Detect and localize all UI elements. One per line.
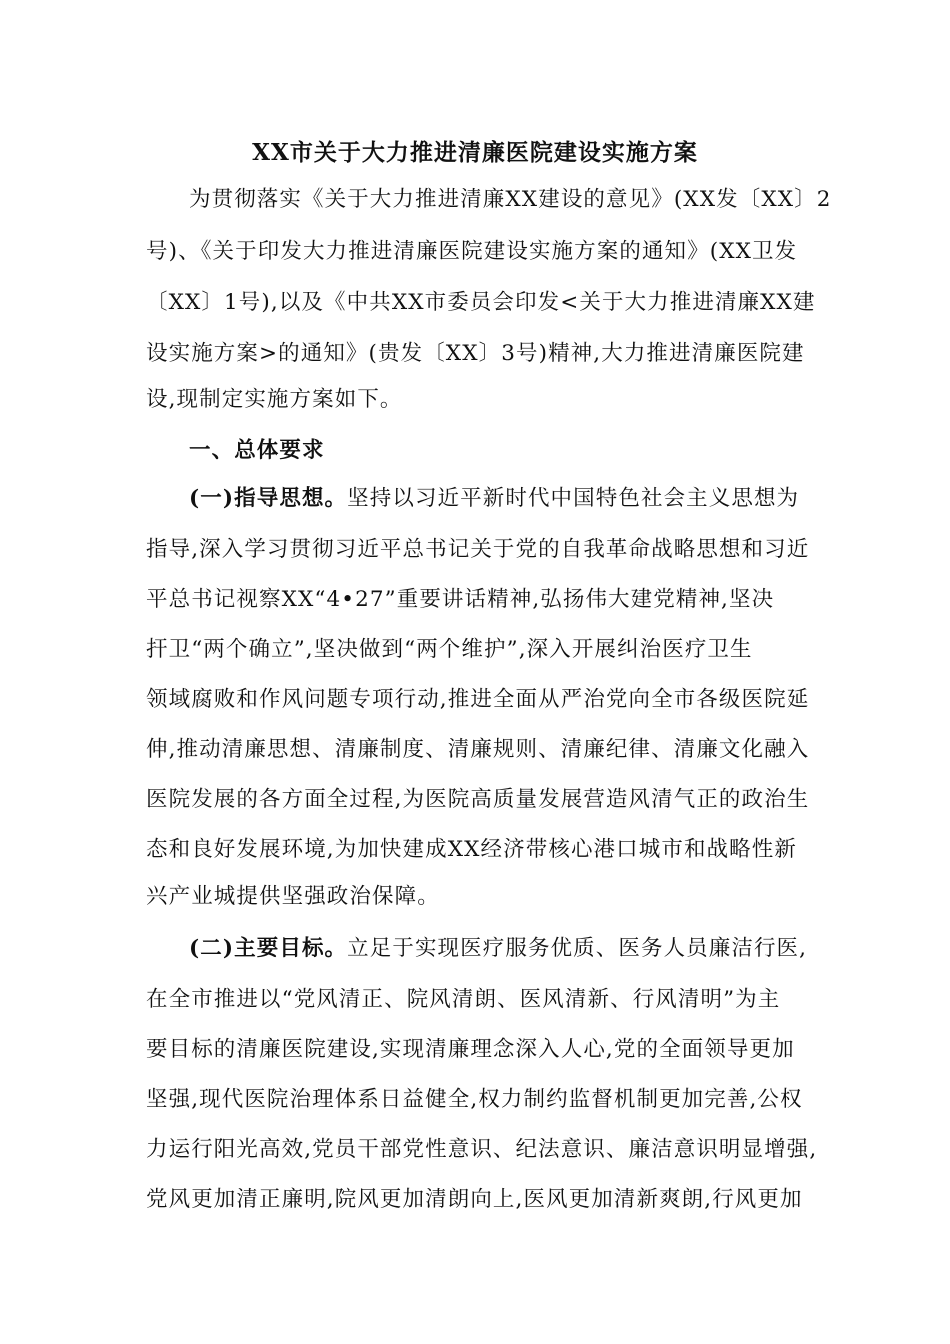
document-title: XX市关于大力推进清廉医院建设实施方案 bbox=[252, 139, 698, 166]
main-goals-first-line bbox=[189, 934, 807, 964]
main-goals-line-3: 要目标的清廉医院建设,实现清廉理念深入人心,党的全面领导更加 bbox=[146, 1037, 795, 1062]
guiding-ideology-first-line-text: 坚持以习近平新时代中国特色社会主义思想为 bbox=[347, 486, 800, 511]
intro-line-4: 设实施方案>的通知》(贵发〔XX〕3号)精神,大力推进清廉医院建 bbox=[146, 341, 805, 366]
main-goals-line-5: 力运行阳光高效,党员干部党性意识、纪法意识、廉洁意识明显增强, bbox=[146, 1137, 818, 1162]
intro-line-5: 设,现制定实施方案如下。 bbox=[146, 387, 403, 412]
guiding-ideology-line-4: 扞卫“两个确立”,坚决做到“两个维护”,深入开展纠治医疗卫生 bbox=[146, 637, 753, 662]
guiding-ideology-first-line bbox=[189, 484, 799, 514]
guiding-ideology-line-6: 伸,推动清廉思想、清廉制度、清廉规则、清廉纪律、清廉文化融入 bbox=[146, 737, 810, 762]
intro-line-2: 号)、《关于印发大力推进清廉医院建设实施方案的通知》(XX卫发 bbox=[146, 239, 798, 264]
guiding-ideology-line-5: 领域腐败和作风问题专项行动,推进全面从严治党向全市各级医院延 bbox=[146, 687, 810, 712]
main-goals-first-line-text: 立足于实现医疗服务优质、医务人员廉洁行医, bbox=[347, 936, 808, 961]
section-heading-overall-requirements: 一、总体要求 bbox=[189, 438, 325, 463]
guiding-ideology-line-3: 平总书记视察XX“4•27”重要讲话精神,弘扬伟大建党精神,坚决 bbox=[146, 587, 775, 612]
guiding-ideology-line-9: 兴产业城提供坚强政治保障。 bbox=[146, 884, 440, 909]
main-goals-line-4: 坚强,现代医院治理体系日益健全,权力制约监督机制更加完善,公权 bbox=[146, 1087, 803, 1112]
main-goals-line-2: 在全市推进以“党风清正、院风清朗、医风清新、行风清明”为主 bbox=[146, 987, 781, 1012]
guiding-ideology-line-7: 医院发展的各方面全过程,为医院高质量发展营造风清气正的政治生 bbox=[146, 787, 810, 812]
intro-line-3: 〔XX〕1号),以及《中共XX市委员会印发<关于大力推进清廉XX建 bbox=[146, 290, 816, 315]
intro-line-1: 为贯彻落实《关于大力推进清廉XX建设的意见》(XX发〔XX〕2 bbox=[189, 187, 832, 212]
main-goals-line-6: 党风更加清正廉明,院风更加清朗向上,医风更加清新爽朗,行风更加 bbox=[146, 1187, 803, 1212]
main-goals-heading: (二)主要目标。 bbox=[189, 936, 348, 961]
guiding-ideology-line-8: 态和良好发展环境,为加快建成XX经济带核心港口城市和战略性新 bbox=[146, 837, 797, 862]
guiding-ideology-heading: (一)指导思想。 bbox=[189, 486, 348, 511]
guiding-ideology-line-2: 指导,深入学习贯彻习近平总书记关于党的自我革命战略思想和习近 bbox=[146, 537, 810, 562]
